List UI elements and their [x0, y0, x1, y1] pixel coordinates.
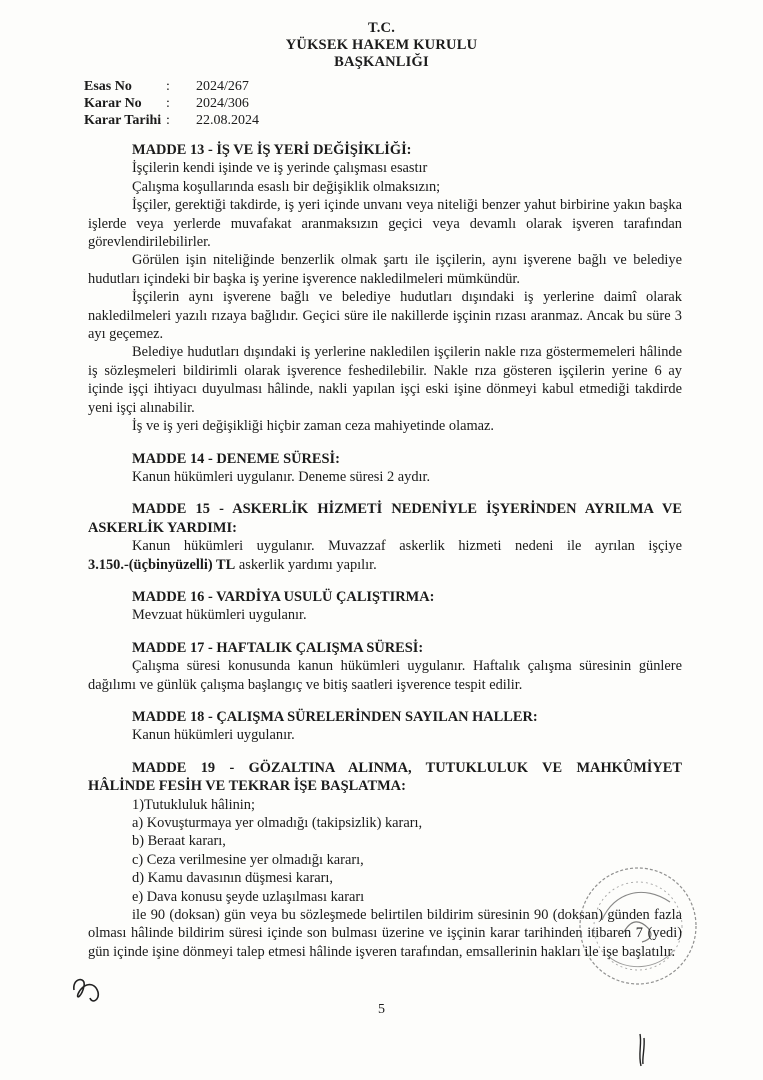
article-13-para: İş ve iş yeri değişikliği hiçbir zaman ceza mahiyetinde olamaz.	[132, 418, 495, 435]
handwritten-mark-right	[632, 1030, 652, 1070]
article-17-title: MADDE 17 - HAFTALIK ÇALIŞMA SÜRESİ:	[132, 639, 424, 656]
article-13-title: MADDE 13 - İŞ VE İŞ YERİ DEĞİŞİKLİĞİ:	[132, 142, 412, 158]
article-15-para-cont	[88, 556, 682, 574]
header-institution: YÜKSEK HAKEM KURULU	[285, 37, 478, 53]
article-13-para: İşçilerin aynı işverene bağlı ve belediye hudutları dışındaki iş yerlerine daimî olarak nakledilmeleri yazılı rızaya bağlıdır. Geçici süre ile nakillerde işçinin rızası aranmaz. Ancak bu süre 3 ayı geçemez.	[88, 289, 682, 343]
meta-colon: :	[166, 113, 170, 128]
meta-label: Esas No	[84, 79, 132, 94]
article-15-title-line2: ASKERLİK YARDIMI:	[88, 519, 237, 536]
document-header	[0, 20, 763, 71]
article-17-para: Çalışma süresi konusunda kanun hükümleri uygulanır. Haftalık çalışma süresinin günlere dağılımı ve günlük çalışma başlangıç ve bitiş saatleri işverence tespit edilir.	[88, 658, 682, 693]
article-15-title-line1: MADDE 15 - ASKERLİK HİZMETİ NEDENİYLE İŞYERİNDEN AYRILMA VE	[132, 501, 682, 518]
article-16-title: MADDE 16 - VARDİYA USULÜ ÇALIŞTIRMA:	[132, 588, 435, 605]
meta-label: Karar No	[84, 96, 142, 111]
meta-value: 2024/306	[196, 96, 249, 111]
article-19-para: ile 90 (doksan) gün veya bu sözleşmede belirtilen bildirim süresinin 90 (doksan) günden fazla olması hâlinde bildirim süresi içinde son bulması üzerine ve işçinin karar tarihinden itibaren 7 (yedi) gün içinde işine dönmeyi talep etmesi hâlinde işveren tarafından, emsallerinin hakları ile işe başlatılır.	[88, 907, 682, 960]
article-19-item: a) Kovuşturmaya yer olmadığı (takipsizlik) kararı,	[132, 815, 423, 831]
article-13-para: Belediye hudutları dışındaki iş yerlerine nakledilen işçilerin nakle rıza göstermemeleri hâlinde iş sözleşmeleri bildirimli olarak işverence feshedilebilir. Nakle rıza gösteren işçilerin yerine 6 ay içinde işçi ihtiyacı duyulması hâlinde, nakli yapılan işçi eski işine dönmeyi kabul etmediği takdirde yeni işçi alınabilir.	[88, 344, 682, 416]
article-19-item: c) Ceza verilmesine yer olmadığı kararı,	[132, 851, 364, 868]
meta-value: 22.08.2024	[196, 113, 259, 128]
meta-colon: :	[166, 96, 170, 111]
official-stamp	[574, 862, 702, 990]
article-13-para: İşçilerin kendi işinde ve iş yerinde çalışması esastır	[132, 160, 428, 177]
document-body	[88, 141, 682, 961]
article-18-para: Kanun hükümleri uygulanır.	[132, 727, 295, 744]
meta-row-karar-tarihi	[84, 112, 259, 129]
article-19-item: d) Kamu davasının düşmesi kararı,	[132, 870, 334, 887]
meta-value: 2024/267	[196, 79, 249, 94]
article-15-tail: askerlik yardımı yapılır.	[235, 556, 377, 573]
article-15-amount: 3.150.-(üçbinyüzelli) TL	[88, 556, 236, 573]
article-13-para: Çalışma koşullarında esaslı bir değişiklik olmaksızın;	[132, 178, 441, 195]
header-presidency: BAŞKANLIĞI	[334, 54, 429, 70]
header-tc: T.C.	[367, 20, 396, 36]
page-number: 5	[378, 1002, 385, 1017]
article-13-para: İşçiler, gerektiği takdirde, iş yeri içinde unvanı veya niteliği benzer yahut birbirine yakın başka işlerde veya yerlerde muvafakat aranmaksızın geçici veya devamlı olarak işveren tarafından görevlendirilebilirler.	[88, 197, 682, 251]
article-13-para: Görülen işin niteliğinde benzerlik olmak şartı ile işçilerin, aynı işverene bağlı ve belediye hudutları içindeki bir başka iş yerine işverence nakledilmeleri mümkündür.	[88, 252, 682, 287]
meta-colon: :	[166, 79, 170, 94]
article-19-item: b) Beraat kararı,	[132, 833, 226, 850]
article-18-title: MADDE 18 - ÇALIŞMA SÜRELERİNDEN SAYILAN HALLER:	[132, 708, 538, 725]
meta-row-esas	[84, 78, 259, 95]
article-14-title: MADDE 14 - DENEME SÜRESİ:	[132, 450, 340, 467]
article-16-para: Mevzuat hükümleri uygulanır.	[132, 607, 307, 624]
article-19-item: 1)Tutukluluk hâlinin;	[132, 796, 256, 813]
article-19-title-line2: HÂLİNDE FESİH VE TEKRAR İŞE BAŞLATMA:	[88, 778, 406, 795]
meta-label: Karar Tarihi	[84, 113, 162, 128]
article-19-title-line1: MADDE 19 - GÖZALTINA ALINMA, TUTUKLULUK VE MAHKÛMİYET	[132, 759, 682, 776]
article-19-item: e) Dava konusu şeyde uzlaşılması kararı	[132, 888, 365, 905]
article-14-para: Kanun hükümleri uygulanır. Deneme süresi 2 aydır.	[132, 468, 431, 485]
meta-row-karar	[84, 95, 259, 112]
case-meta	[84, 78, 259, 129]
article-15-para: Kanun hükümleri uygulanır. Muvazzaf askerlik hizmeti nedeni ile ayrılan işçiye	[132, 538, 682, 555]
